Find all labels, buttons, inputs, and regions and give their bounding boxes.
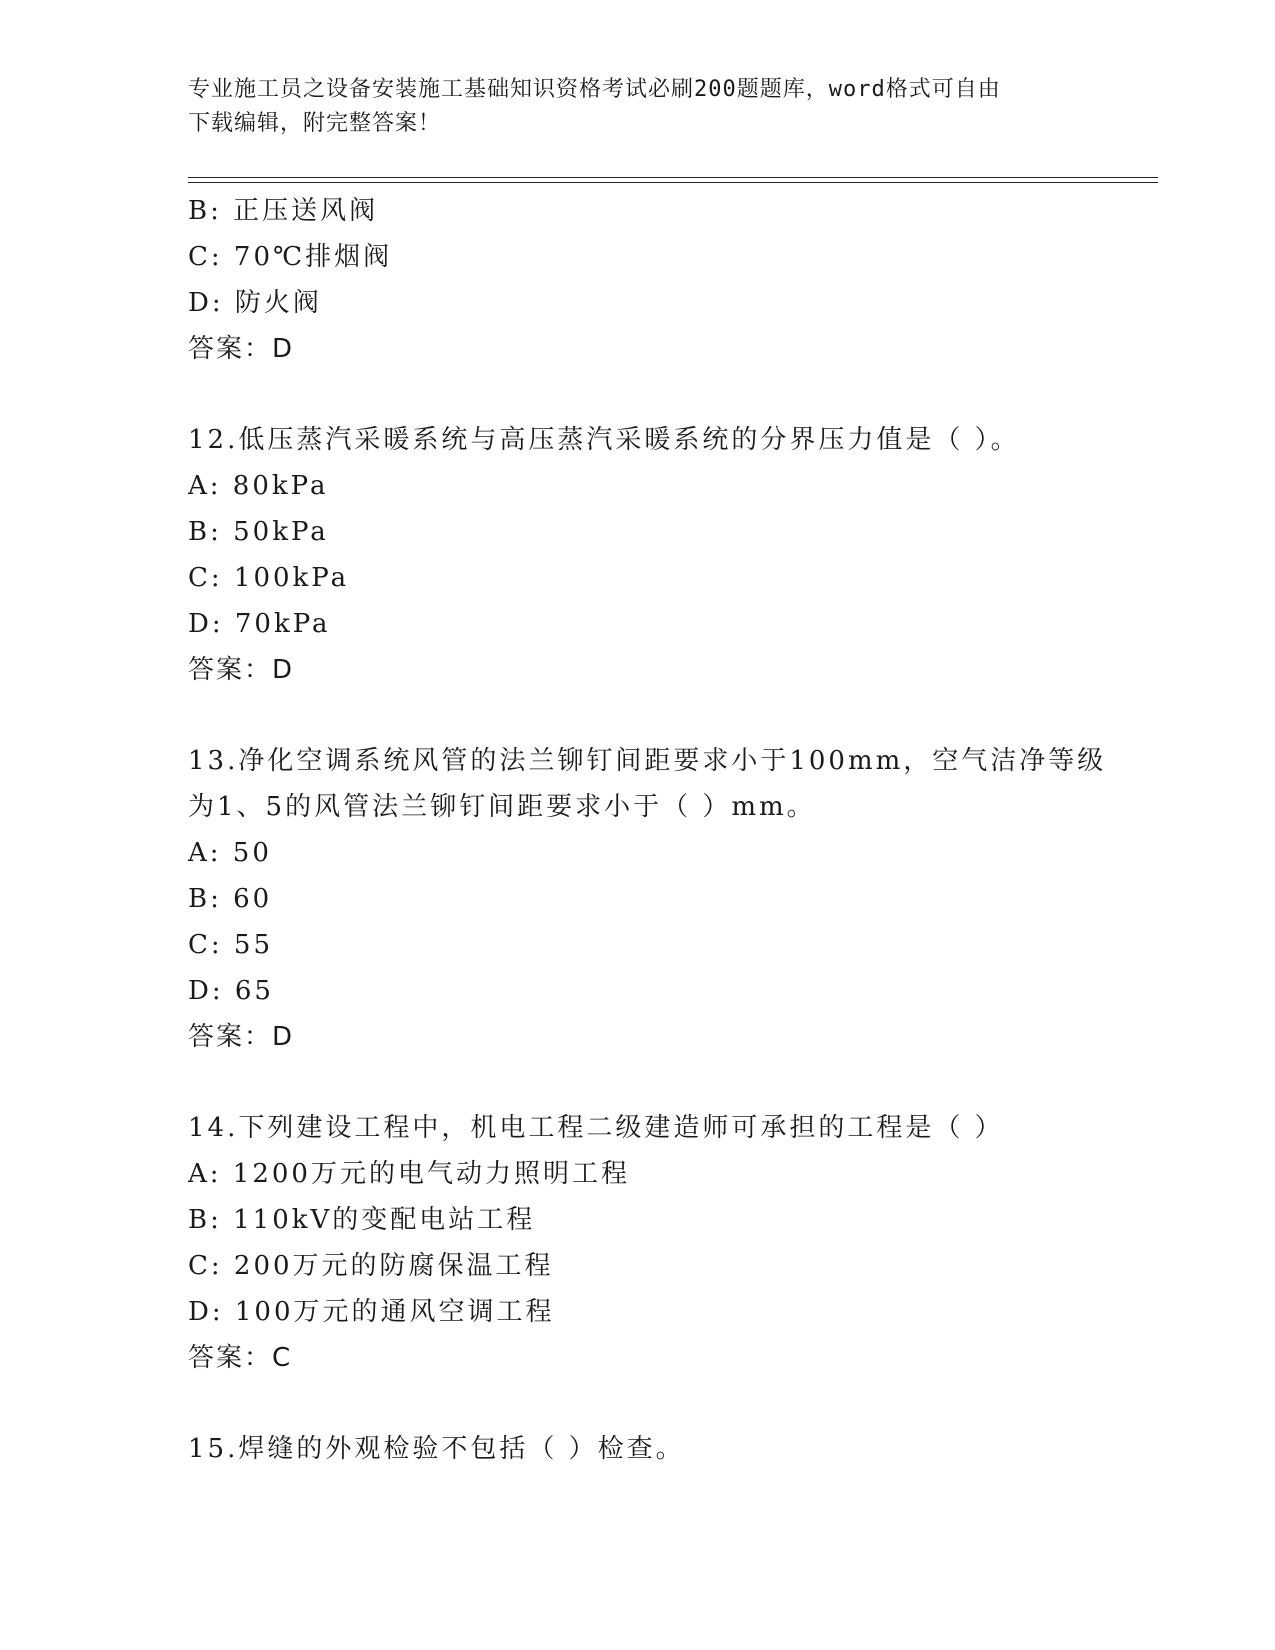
option-c: C: 100kPa <box>188 563 350 593</box>
question-13-stem-line-2: 为1、5的风管法兰铆钉间距要求小于（ ）mm。 <box>188 792 816 822</box>
question-13-stem-line-1: 13.净化空调系统风管的法兰铆钉间距要求小于100mm，空气洁净等级 <box>188 746 1107 776</box>
option-b: B: 60 <box>188 884 273 914</box>
option-a: A: 80kPa <box>188 471 329 501</box>
question-12-stem: 12.低压蒸汽采暖系统与高压蒸汽采暖系统的分界压力值是（ ）。 <box>188 425 1020 455</box>
answer-line: 答案：D <box>188 655 295 685</box>
option-d: D: 70kPa <box>188 609 331 639</box>
answer-line: 答案：D <box>188 334 295 364</box>
question-14-stem: 14.下列建设工程中，机电工程二级建造师可承担的工程是（ ） <box>188 1113 1004 1143</box>
answer-line: 答案：C <box>188 1343 293 1373</box>
option-b: B: 正压送风阀 <box>188 196 379 226</box>
header-line-1: 专业施工员之设备安装施工基础知识资格考试必刷200题题库，word格式可自由 <box>188 77 1001 102</box>
header-rule-bottom <box>188 182 1158 183</box>
option-c: C: 55 <box>188 930 274 960</box>
option-b: B: 110kV的变配电站工程 <box>188 1205 536 1235</box>
question-15-stem: 15.焊缝的外观检验不包括（ ）检查。 <box>188 1434 685 1464</box>
option-c: C: 70℃排烟阀 <box>188 242 393 272</box>
option-a: A: 1200万元的电气动力照明工程 <box>188 1159 630 1189</box>
option-d: D: 65 <box>188 976 274 1006</box>
option-b: B: 50kPa <box>188 517 329 547</box>
question-list <box>188 188 1107 1472</box>
option-d: D: 防火阀 <box>188 288 322 318</box>
option-d: D: 100万元的通风空调工程 <box>188 1297 555 1327</box>
option-c: C: 200万元的防腐保温工程 <box>188 1251 554 1281</box>
option-a: A: 50 <box>188 838 272 868</box>
header-rule-top <box>188 177 1158 178</box>
answer-line: 答案：D <box>188 1022 295 1052</box>
header-line-2: 下载编辑，附完整答案！ <box>188 111 442 136</box>
document-header <box>188 73 1068 141</box>
